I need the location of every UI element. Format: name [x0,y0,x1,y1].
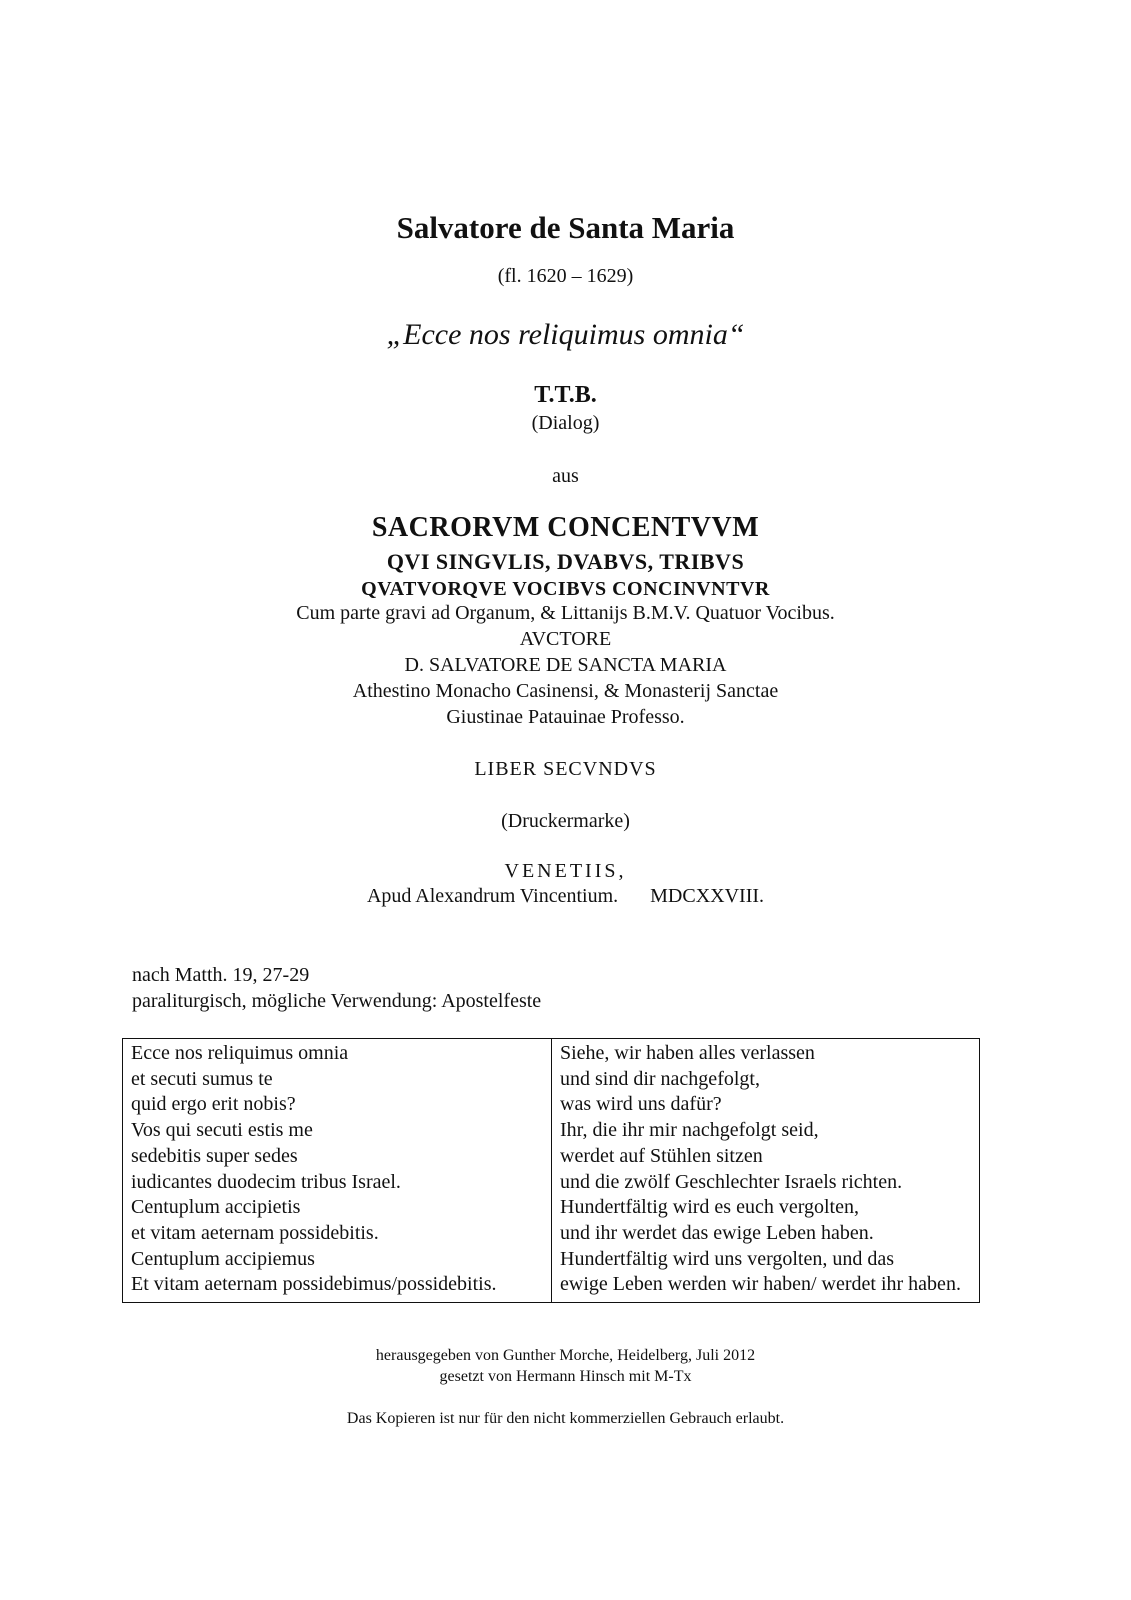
imprint-printer: Apud Alexandrum Vincentium. [366,885,619,907]
german-text-column [552,1039,980,1303]
source-title-line-3: QVATVORQVE VOCIBVS CONCINVNTVR [361,578,770,600]
composer-dates: (fl. 1620 – 1629) [497,265,634,287]
german-line: und die zwölf Geschlechter Israels richten. [560,1170,903,1193]
latin-line: sedebitis super sedes [131,1144,298,1167]
source-book: LIBER SECVNDVS [474,758,657,780]
copyright-notice: Das Kopieren ist nur für den nicht kommerziellen Gebrauch erlaubt. [346,1410,785,1427]
text-translation-table [122,1038,980,1303]
table-row [123,1039,980,1303]
genre: (Dialog) [531,412,600,434]
editor-credit: herausgegeben von Gunther Morche, Heidelberg, Juli 2012 [375,1347,756,1364]
printer-mark: (Druckermarke) [501,810,630,832]
source-author-name: D. SALVATORE DE SANCTA MARIA [404,654,727,676]
german-line: ewige Leben werden wir haben/ werdet ihr haben. [560,1273,961,1296]
german-line: Hundertfältig wird uns vergolten, und das [560,1247,895,1270]
from-label: aus [552,465,579,487]
german-line: Hundertfältig wird es euch vergolten, [560,1196,859,1219]
german-line: Ihr, die ihr mir nachgefolgt seid, [560,1119,819,1142]
imprint-place: VENETIIS, [504,860,627,882]
composer-name: Salvatore de Santa Maria [396,210,735,245]
latin-line: Ecce nos reliquimus omnia [131,1042,349,1064]
latin-text-column [123,1039,552,1303]
latin-line: iudicantes duodecim tribus Israel. [131,1170,401,1193]
german-line: was wird uns dafür? [560,1093,722,1116]
latin-line: quid ergo erit nobis? [131,1093,296,1116]
source-author-affiliation-1: Athestino Monacho Casinensi, & Monasterij Sanctae [352,680,779,702]
source-author-affiliation-2: Giustinae Patauinae Professo. [446,706,685,728]
latin-line: Centuplum accipiemus [131,1247,315,1270]
source-title-line-4: Cum parte gravi ad Organum, & Littanijs B.M.V. Quatuor Vocibus. [296,602,835,624]
source-author-label: AVCTORE [519,628,612,650]
german-line: und sind dir nachgefolgt, [560,1067,760,1090]
liturgical-usage: paraliturgisch, mögliche Verwendung: Apostelfeste [132,990,542,1012]
source-title-line-1: SACRORVM CONCENTVVM [371,512,760,543]
biblical-reference: nach Matth. 19, 27-29 [132,964,310,986]
typesetter-credit: gesetzt von Hermann Hinsch mit M-Tx [439,1368,692,1385]
work-title: „Ecce nos reliquimus omnia“ [386,318,745,351]
german-line: werdet auf Stühlen sitzen [560,1144,763,1167]
latin-line: Centuplum accipietis [131,1196,301,1219]
imprint-line [0,885,1131,908]
latin-line: et secuti sumus te [131,1067,273,1090]
german-line: und ihr werdet das ewige Leben haben. [560,1221,874,1244]
german-line: Siehe, wir haben alles verlassen [560,1042,815,1064]
latin-line: Vos qui secuti estis me [131,1119,313,1142]
imprint-year: MDCXXVIII. [650,885,765,907]
voicing: T.T.B. [534,382,597,408]
source-title-line-2: QVI SINGVLIS, DVABVS, TRIBVS [386,549,745,574]
notes [132,962,541,1014]
latin-line: Et vitam aeternam possidebimus/possidebitis. [131,1273,497,1296]
latin-line: et vitam aeternam possidebitis. [131,1221,379,1244]
